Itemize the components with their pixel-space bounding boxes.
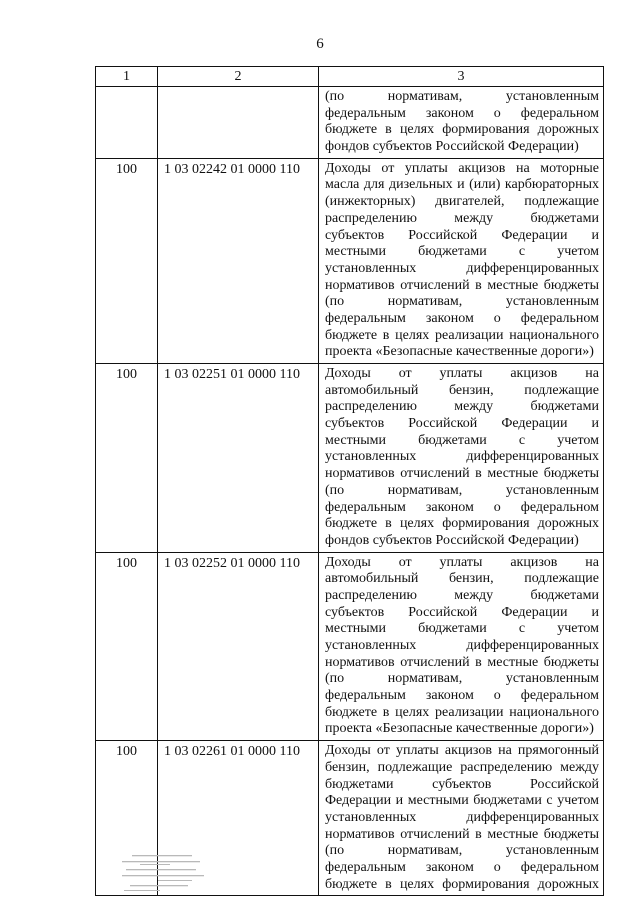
admin-code-cell: 100 — [96, 552, 158, 741]
description-line: распределению между бюджетами — [325, 210, 599, 226]
description-line: федеральным законом о федеральном — [325, 105, 599, 121]
table-row — [96, 552, 604, 741]
description-line: бюджете в целях реализации национального — [325, 327, 599, 343]
income-description-cell — [319, 741, 604, 896]
description-line: нормативов отчислений в местные бюджеты — [325, 654, 599, 670]
description-line: федеральным законом о федеральном — [325, 859, 599, 875]
description-line: фондов субъектов Российской Федерации) — [325, 532, 579, 548]
income-description-cell — [319, 552, 604, 741]
description-line: Федерации и местными бюджетами с учетом — [325, 793, 599, 809]
description-line: федеральным законом о федеральном — [325, 310, 599, 326]
description-line: (по нормативам, установленным — [325, 671, 599, 687]
description-line: Доходы от уплаты акцизов на моторные — [325, 160, 599, 176]
table-row — [96, 158, 604, 363]
registration-stamp — [118, 853, 218, 893]
description-line: проекта «Безопасные качественные дороги») — [325, 344, 594, 360]
admin-code-cell: 100 — [96, 741, 158, 896]
description-line: автомобильный бензин, подлежащие — [325, 571, 599, 587]
income-description-cell — [319, 158, 604, 363]
description-line: субъектов Российской Федерации и — [325, 604, 599, 620]
description-line: местными бюджетами с учетом — [325, 621, 599, 637]
budget-classification-code-cell: 1 03 02251 01 0000 110 — [158, 364, 319, 553]
table-row — [96, 364, 604, 553]
description-line: масла для дизельных и (или) карбюраторных — [325, 177, 599, 193]
description-line: бюджете в целях формирования дорожных — [325, 516, 599, 532]
income-description-cell — [319, 87, 604, 159]
column-header-3: 3 — [319, 67, 604, 87]
description-line: установленных дифференцированных — [325, 638, 599, 653]
description-line: (по нормативам, установленным — [325, 89, 599, 104]
description-line: Доходы от уплаты акцизов на прямогонный — [325, 743, 599, 759]
description-line: установленных дифференцированных — [325, 809, 599, 825]
description-line: федеральным законом о федеральном — [325, 499, 599, 515]
description-line: нормативов отчислений в местные бюджеты — [325, 826, 599, 842]
description-line: фондов субъектов Российской Федерации) — [325, 139, 579, 155]
description-line: установленных дифференцированных — [325, 449, 599, 465]
description-line: бюджете в целях формирования дорожных — [325, 876, 599, 892]
income-description-cell — [319, 364, 604, 553]
description-line: (инжекторных) двигателей, подлежащие — [325, 194, 599, 210]
description-line: бюджетами субъектов Российской — [325, 776, 599, 792]
description-line: распределению между бюджетами — [325, 399, 599, 415]
budget-classification-code-cell: 1 03 02261 01 0000 110 — [158, 741, 319, 896]
description-line: установленных дифференцированных — [325, 260, 599, 276]
description-line: нормативов отчислений в местные бюджеты — [325, 277, 599, 293]
column-header-2: 2 — [158, 67, 319, 87]
table-row — [96, 87, 604, 159]
description-line: (по нормативам, установленным — [325, 482, 599, 498]
budget-classification-code-cell — [158, 87, 319, 159]
description-line: (по нормативам, установленным — [325, 843, 599, 859]
description-line: Доходы от уплаты акцизов на — [325, 366, 599, 381]
description-line: проекта «Безопасные качественные дороги») — [325, 721, 594, 737]
description-line: распределению между бюджетами — [325, 587, 599, 603]
budget-classification-code-cell: 1 03 02242 01 0000 110 — [158, 158, 319, 363]
description-line: бензин, подлежащие распределению между — [325, 759, 599, 775]
description-line: Доходы от уплаты акцизов на — [325, 554, 599, 570]
description-line: бюджете в целях формирования дорожных — [325, 122, 599, 138]
description-line: (по нормативам, установленным — [325, 294, 599, 310]
description-line: субъектов Российской Федерации и — [325, 416, 599, 432]
admin-code-cell: 100 — [96, 364, 158, 553]
budget-classification-code-cell: 1 03 02252 01 0000 110 — [158, 552, 319, 741]
description-line: местными бюджетами с учетом — [325, 244, 599, 260]
budget-codes-table — [95, 66, 604, 896]
admin-code-cell — [96, 87, 158, 159]
description-line: федеральным законом о федеральном — [325, 688, 599, 704]
header-row — [96, 67, 604, 87]
description-line: автомобильный бензин, подлежащие — [325, 382, 599, 398]
description-line: местными бюджетами с учетом — [325, 432, 599, 448]
admin-code-cell: 100 — [96, 158, 158, 363]
description-line: бюджете в целях реализации национального — [325, 704, 599, 720]
description-line: субъектов Российской Федерации и — [325, 227, 599, 243]
page-number: 6 — [316, 36, 324, 52]
description-line: нормативов отчислений в местные бюджеты — [325, 466, 599, 482]
column-header-1: 1 — [96, 67, 158, 87]
